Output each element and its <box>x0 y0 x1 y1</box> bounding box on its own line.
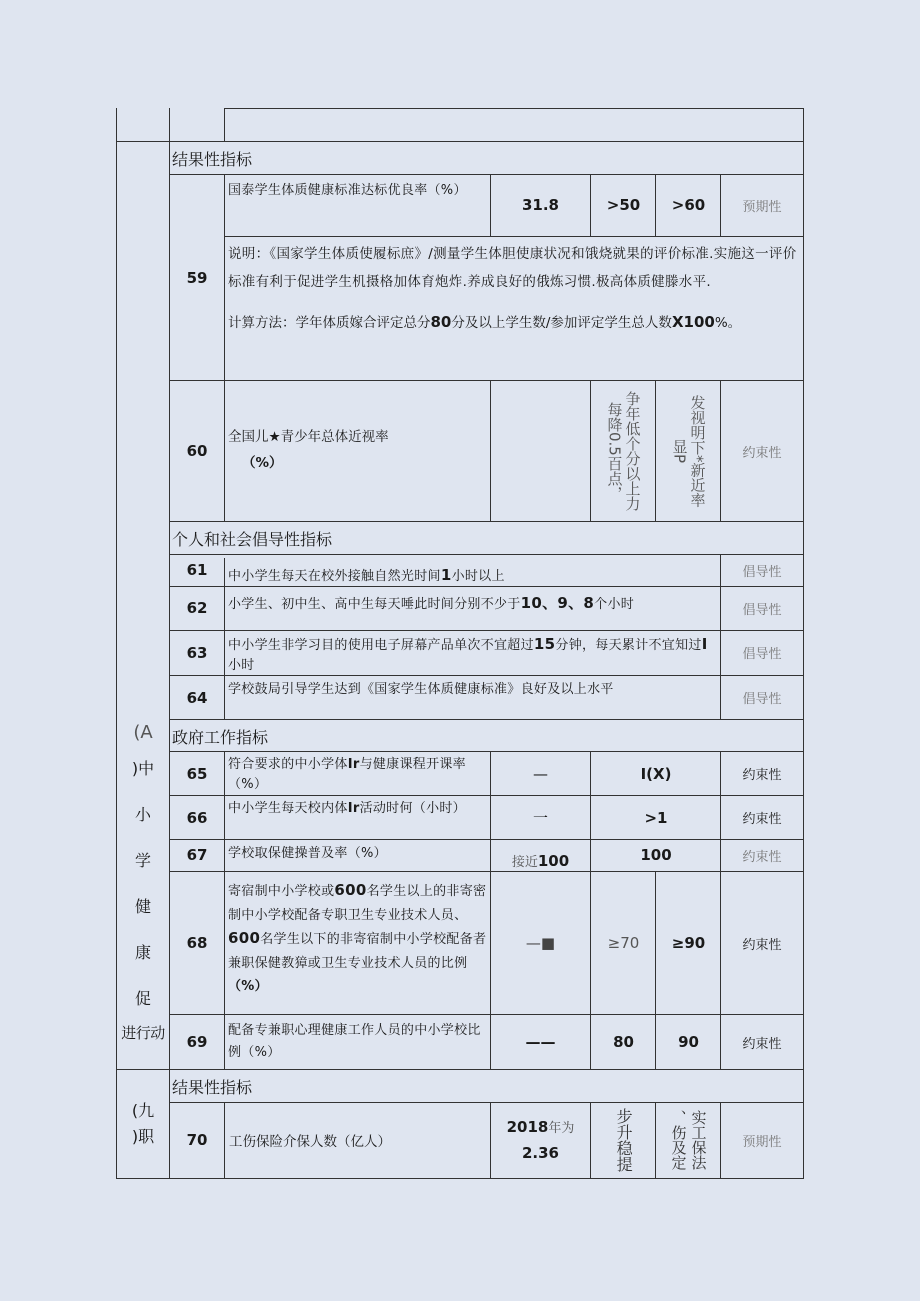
row-66-baseline: 一 <box>490 795 590 840</box>
row-66-target: >1 <box>590 795 721 840</box>
table-bottom-border <box>116 1178 804 1179</box>
row-67-number: 67 <box>186 846 208 864</box>
row-68-target-2030: ≥90 <box>655 871 721 1015</box>
row-65-number: 65 <box>186 764 208 783</box>
row-66-number: 66 <box>186 808 208 827</box>
row-70-indicator <box>224 1102 490 1178</box>
row-63-indicator <box>224 630 720 675</box>
row-64-number: 64 <box>186 688 208 707</box>
row-60-number: 60 <box>186 442 208 460</box>
row-59-indicator-name: 国泰学生体质健康标准达标优良率（%） <box>228 183 467 198</box>
row-68-type: 约束性 <box>720 871 803 1015</box>
row-59-calc-suffix: %。 <box>714 315 742 331</box>
row-70-base-c: 2.36 <box>521 1144 559 1162</box>
row-59-calc-80: 80 <box>430 313 452 331</box>
row-61-text-a: 中小学生每天在校外接触自然光时间 <box>228 569 441 584</box>
row-68-baseline: —■ <box>490 871 590 1015</box>
row-63-text-d: I <box>701 635 708 653</box>
row-59-calc-x100: X100 <box>671 313 715 331</box>
row-67-target: 100 <box>590 839 721 871</box>
section-header-advocacy: 个人和社会倡导性指标 <box>170 521 803 555</box>
row-68-indicator <box>224 871 490 1015</box>
row-66-type: 约束性 <box>720 795 803 840</box>
row-65-indicator <box>224 751 490 796</box>
row-66-name-b: Ir <box>347 801 360 816</box>
row-59-calc <box>228 308 798 337</box>
row-65-name-b: Ir <box>347 757 360 772</box>
row-67-baseline <box>490 839 590 871</box>
row-60-type: 约束性 <box>720 380 803 522</box>
row-63-text-c: 分钟，每天累计不宜知过 <box>555 638 702 653</box>
row-59-note <box>225 236 801 380</box>
row-62-type: 倡导性 <box>720 586 803 630</box>
row-69-type: 约束性 <box>720 1014 803 1070</box>
row-59-calc-prefix: 计算方法：学年体质嫁合评定总分 <box>228 315 431 331</box>
row-62-text-b: 10、9、8 <box>520 594 595 612</box>
row-60-target-2022: 争年低个分以上力每降0.5百点， <box>590 380 656 522</box>
row-61-number: 61 <box>186 561 208 579</box>
row-59-baseline: 31.8 <box>490 174 590 236</box>
row-60-divider <box>224 380 225 522</box>
row-66-name-a: 中小学生每天校内体 <box>228 801 348 816</box>
row-66-indicator <box>224 795 490 840</box>
row-59-number: 59 <box>186 268 208 287</box>
row-68-name-f: （%） <box>228 979 268 994</box>
row-63-number: 63 <box>186 643 208 662</box>
row-59-calc-mid: 分及以上学生数/参加评定学生总人数 <box>451 315 672 331</box>
row-67-base-a: 接近 <box>511 855 538 870</box>
row-61-top-line <box>170 554 803 555</box>
row-62-text-a: 小学生、初中生、高中生每天唾此时间分别不少于 <box>228 597 521 612</box>
row-67-indicator: 学校取保健操普及率（%） <box>224 839 490 871</box>
row-64-indicator: 学校鼓局引导学生达到《国家学生体质健康标准》良好及以上水平 <box>224 675 720 720</box>
row-65-type: 约束性 <box>720 751 803 796</box>
top-stub-row <box>224 108 804 142</box>
row-70-baseline <box>490 1102 590 1178</box>
table-right-border <box>803 108 804 1179</box>
row-70-type: 预期性 <box>720 1102 803 1178</box>
row-70-base-a: 2018 <box>506 1118 549 1136</box>
row-65-baseline: — <box>490 751 590 796</box>
row-69-number: 69 <box>186 1033 208 1051</box>
section-header-government: 政府工作指标 <box>170 719 803 752</box>
row-65-name-a: 符合要求的中小学体 <box>228 757 348 772</box>
row-63-text-b: 15 <box>533 635 556 653</box>
row-60-baseline <box>490 380 590 522</box>
section-header-result: 结果性指标 <box>170 141 803 175</box>
row-61-type: 倡导性 <box>720 554 803 586</box>
row-61-text-b: 1 <box>440 566 452 584</box>
category-divider <box>116 1069 170 1070</box>
row-68-target-2022: ≥70 <box>590 871 656 1015</box>
row-70-number: 70 <box>186 1131 208 1149</box>
row-70-base-b: 年为 <box>548 1121 575 1136</box>
row-63-text-a: 中小学生非学习目的使用电子屏幕产品单次不宜超过 <box>228 638 534 653</box>
row-67-base-b: 100 <box>537 852 570 870</box>
row-59-note-text: 说明：《国家学生体质使履标庶》/测量学生体胆使康状况和饿烧就果的评价标准.实施这一评价标准有利于促进学生机摄格加体育炮炸.养成良好的俄炼习惯.极高体质健滕水平. <box>228 246 797 290</box>
row-69-indicator: 配备专兼职心理健康工作人员的中小学校比例（%） <box>224 1014 490 1070</box>
row-61-indicator <box>224 558 720 586</box>
row-69-baseline: —— <box>490 1014 590 1070</box>
row-65-name-c: 与健康课程开课率（%） <box>228 757 466 792</box>
top-left-stub-line <box>116 141 170 142</box>
row-64-type: 倡导性 <box>720 675 803 720</box>
row-70-base-line1 <box>507 1115 575 1141</box>
row-59-target-2022: >50 <box>590 174 656 236</box>
row-63-type: 倡导性 <box>720 630 803 675</box>
row-65-target: I(X) <box>590 751 721 796</box>
row-59-target-2030: >60 <box>655 174 721 236</box>
row-61-text-c: 小时以上 <box>451 569 505 584</box>
row-62-indicator <box>224 586 720 630</box>
row-60-unit: （%） <box>242 455 283 471</box>
category-label-occupational: (九 )职 <box>131 1101 155 1146</box>
row-68-number: 68 <box>186 934 208 952</box>
row-62-text-c: 个小时 <box>594 597 635 612</box>
row-60-name-text: 全国儿★青少年总体近视率 <box>228 429 389 445</box>
section-header-result-2: 结果性指标 <box>170 1069 803 1103</box>
row-70-name: 工伤保险介保人数（亿人） <box>229 1134 391 1150</box>
row-70-target-2022: 步升稳提 <box>590 1102 656 1178</box>
row-62-number: 62 <box>186 599 208 617</box>
row-68-name-b: 600 <box>334 881 367 899</box>
row-70-target-2030: 、伤及定 实工保法 <box>655 1102 721 1178</box>
row-60-target-2030: 发视明下*新近率显P <box>655 380 721 522</box>
row-69-target-2022: 80 <box>590 1014 656 1070</box>
row-69-target-2030: 90 <box>655 1014 721 1070</box>
row-68-name-e: 名学生以下的非寄宿制中小学校配备者兼职保健教獐或卫生专业技术人员的比例 <box>228 932 487 971</box>
row-67-type: 约束性 <box>720 839 803 871</box>
row-60-indicator-name <box>228 424 488 484</box>
row-66-name-c: 活动时何（小时） <box>359 801 466 816</box>
row-68-name-a: 寄宿制中小学校或 <box>228 884 335 899</box>
row-63-text-e: 小时 <box>228 658 255 673</box>
row-59-type: 预期性 <box>720 174 803 236</box>
row-68-name-d: 600 <box>228 929 261 947</box>
category-label-health-promotion: (A )中 小 学 健 康 促 进行动 <box>121 722 165 1042</box>
row-68-name-c: 名学生以上的非寄密制中小学校配备专职卫生专业技术人员、 <box>228 884 487 923</box>
